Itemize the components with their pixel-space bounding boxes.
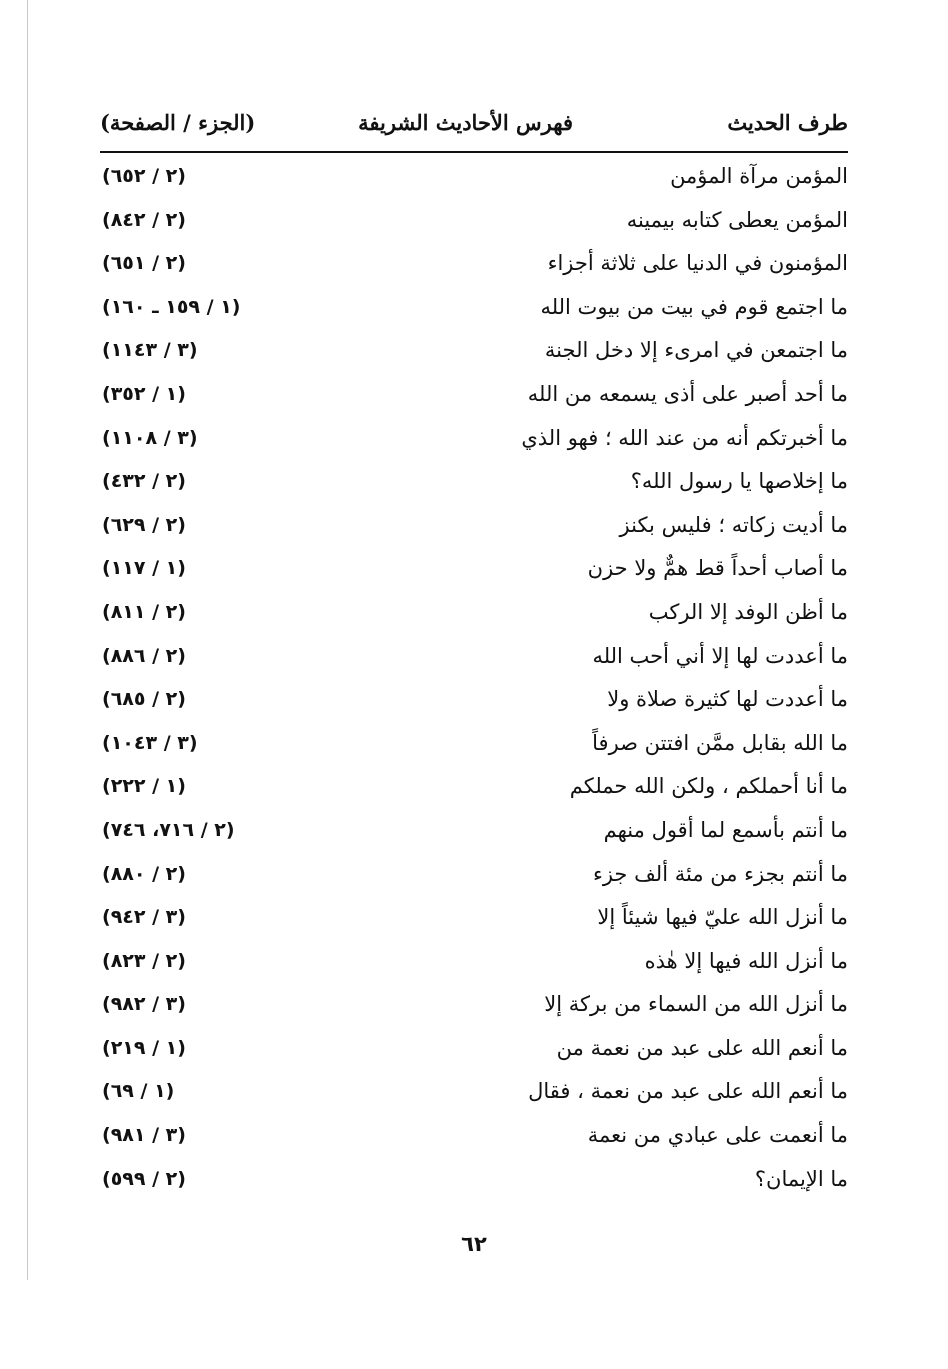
index-entry: [100, 287, 848, 331]
entry-reference: (٢ / ٤٣٢): [102, 470, 186, 493]
entry-reference: (٢ / ٦٥٢): [102, 165, 186, 187]
index-entry: [100, 548, 848, 592]
index-entry: [100, 854, 848, 898]
index-entry: [100, 505, 848, 549]
entry-reference: (١ / ١٥٩ ـ ١٦٠): [102, 295, 241, 318]
page-header: [100, 104, 848, 142]
entry-reference: (٣ / ١١٤٣): [102, 339, 198, 362]
entry-text: ما أصاب أحداً قط همٌّ ولا حزن: [587, 556, 848, 581]
entry-text: المؤمن يعطى كتابه بيمينه: [626, 207, 848, 232]
entry-reference: (١ / ٢١٩): [102, 1036, 186, 1059]
entry-text: المؤمن مرآة المؤمن: [670, 164, 848, 188]
header-index-title: فهرس الأحاديث الشريفة: [358, 110, 573, 135]
index-entry: [100, 1028, 848, 1072]
entry-text: ما أديت زكاته ؛ فليس بكنز: [619, 512, 848, 537]
margin-rule: [27, 0, 28, 1280]
entry-text: ما أنا أحملكم ، ولكن الله حملكم: [569, 774, 848, 799]
index-entry: [100, 330, 848, 374]
hadith-index-list: [100, 156, 848, 1202]
index-entry: [100, 200, 848, 244]
entry-text: ما أنزل الله فيها إلا هٰذه: [644, 948, 848, 973]
entry-reference: (٢ / ٧١٦، ٧٤٦): [102, 818, 235, 841]
entry-reference: (٣ / ١١٠٨): [102, 426, 198, 449]
entry-text: ما أنتم بأسمع لما أقول منهم: [603, 817, 848, 842]
index-entry: [100, 1159, 848, 1203]
index-entry: [100, 679, 848, 723]
entry-text: ما أحد أصبر على أذى يسمعه من الله: [527, 381, 848, 406]
entry-reference: (١ / ١١٧): [102, 557, 186, 580]
header-divider: [100, 151, 848, 153]
entry-text: ما الله بقابل ممَّن افتتن صرفاً: [592, 730, 848, 755]
entry-reference: (٣ / ٩٨٢): [102, 993, 186, 1016]
entry-text: ما أخبرتكم أنه من عند الله ؛ فهو الذي: [521, 425, 848, 450]
index-entry: [100, 156, 848, 200]
index-entry: [100, 418, 848, 462]
entry-text: ما أنزل الله من السماء من بركة إلا: [544, 992, 848, 1017]
entry-reference: (٢ / ٦٢٩): [102, 513, 186, 536]
index-entry: [100, 592, 848, 636]
index-entry: [100, 810, 848, 854]
index-entry: [100, 1071, 848, 1115]
header-volume-page-label: (الجزء / الصفحة): [100, 110, 256, 135]
entry-reference: (٢ / ٦٨٥): [102, 688, 186, 711]
entry-text: ما أنتم بجزء من مئة ألف جزء: [592, 861, 848, 886]
entry-reference: (٣ / ١٠٤٣): [102, 731, 198, 754]
entry-reference: (٢ / ٨٨٠): [102, 862, 186, 885]
header-hadith-start-label: طرف الحديث: [727, 110, 848, 135]
entry-text: ما إخلاصها يا رسول الله؟: [630, 469, 848, 494]
entry-text: ما اجتمع قوم في بيت من بيوت الله: [540, 294, 848, 319]
entry-reference: (٢ / ٨٤٢): [102, 208, 186, 231]
index-entry: [100, 984, 848, 1028]
entry-text: ما أعددت لها إلا أني أحب الله: [592, 643, 848, 668]
page-number: ٦٢: [461, 1232, 487, 1256]
entry-reference: (٢ / ٦٥١): [102, 252, 186, 275]
entry-text: ما أعددت لها كثيرة صلاة ولا: [607, 687, 848, 712]
entry-text: ما أنعم الله على عبد من نعمة من: [556, 1035, 848, 1060]
entry-text: ما أنعم الله على عبد من نعمة ، فقال: [528, 1079, 848, 1104]
index-entry: [100, 243, 848, 287]
entry-reference: (١ / ٦٩): [102, 1080, 175, 1103]
entry-text: المؤمنون في الدنيا على ثلاثة أجزاء: [547, 251, 848, 276]
index-entry: [100, 766, 848, 810]
entry-reference: (٢ / ٨٨٦): [102, 644, 186, 667]
entry-reference: (٣ / ٩٨١): [102, 1124, 186, 1147]
entry-reference: (٢ / ٨٢٣): [102, 949, 186, 972]
index-entry: [100, 1115, 848, 1159]
entry-reference: (٢ / ٨١١): [102, 600, 186, 623]
entry-text: ما أنعمت على عبادي من نعمة: [587, 1123, 848, 1148]
index-entry: [100, 636, 848, 680]
index-entry: [100, 723, 848, 767]
index-entry: [100, 897, 848, 941]
index-entry: [100, 461, 848, 505]
entry-text: ما الإيمان؟: [754, 1166, 848, 1191]
index-entry: [100, 941, 848, 985]
index-entry: [100, 374, 848, 418]
entry-text: ما أنزل الله عليّ فيها شيئاً إلا: [597, 905, 848, 930]
entry-reference: (١ / ٢٢٢): [102, 775, 186, 798]
entry-reference: (٣ / ٩٤٢): [102, 906, 186, 929]
entry-text: ما اجتمعن في امرىء إلا دخل الجنة: [544, 338, 848, 363]
entry-text: ما أظن الوفد إلا الركب: [648, 599, 848, 624]
entry-reference: (٢ / ٥٩٩): [102, 1167, 186, 1190]
entry-reference: (١ / ٣٥٢): [102, 382, 186, 405]
